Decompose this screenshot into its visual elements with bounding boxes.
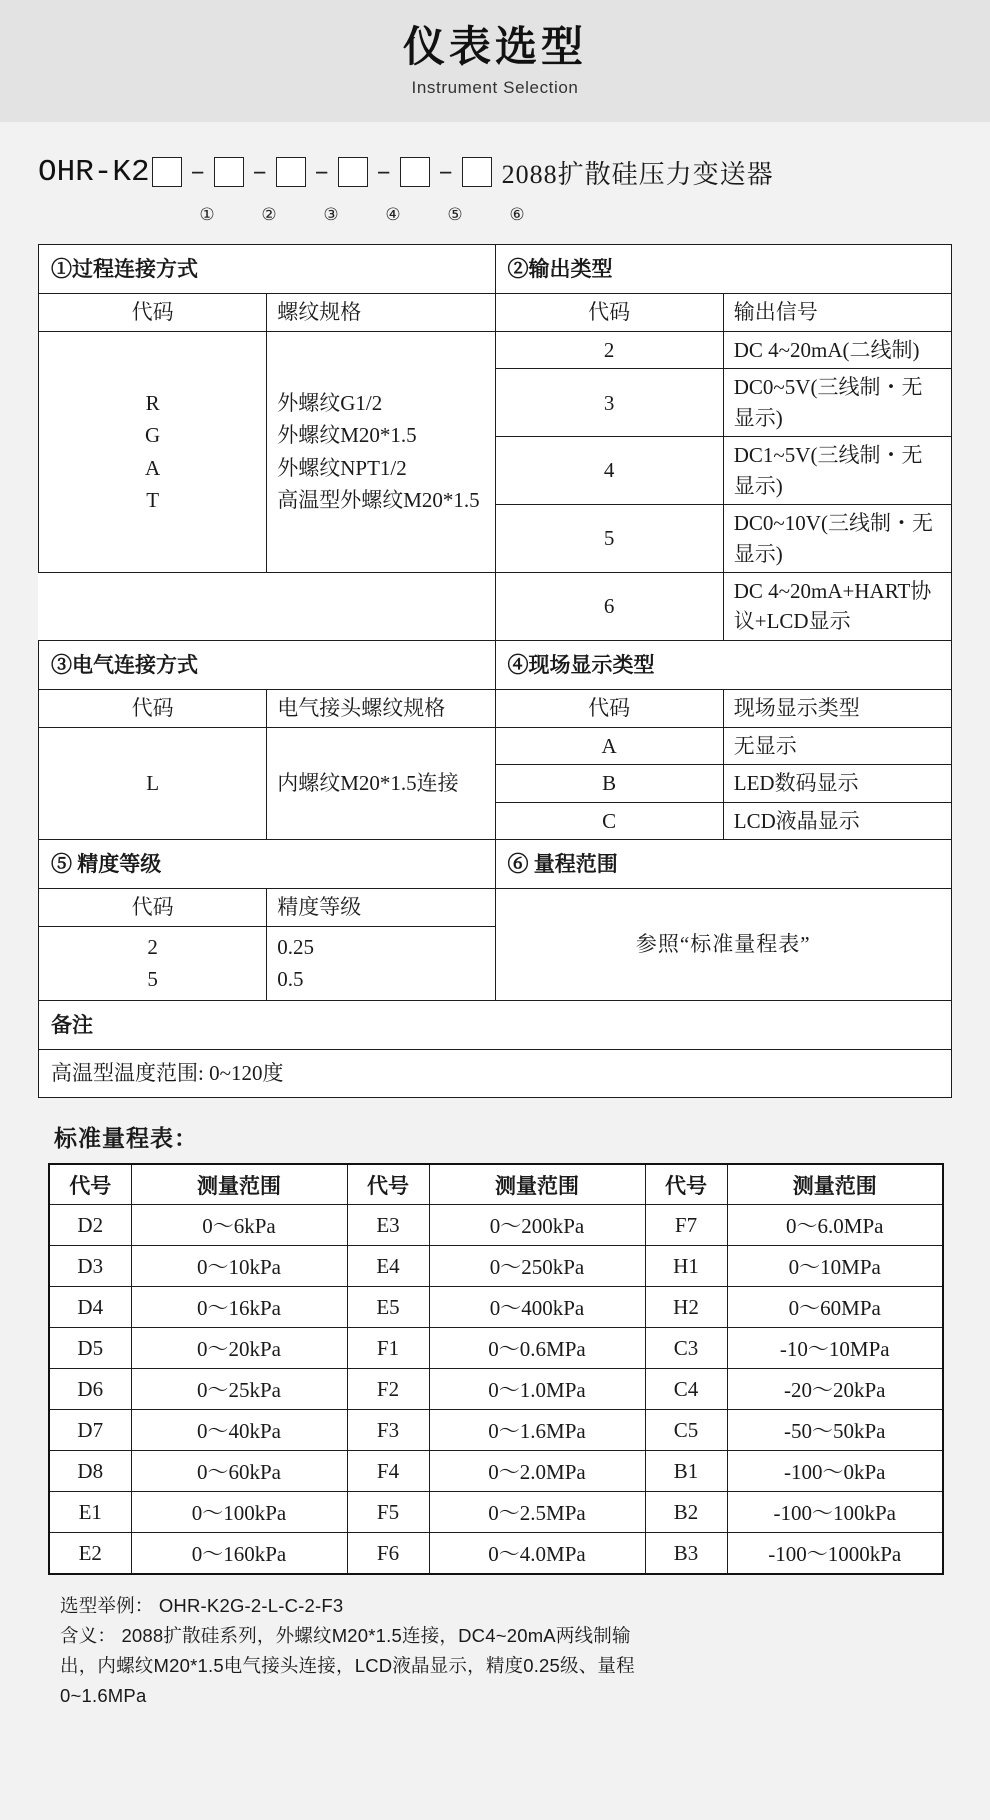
spec-column-header-row-2 bbox=[39, 690, 952, 727]
std-r3-c4: C3 bbox=[645, 1328, 727, 1369]
table-row bbox=[49, 1533, 943, 1574]
std-r3-c3: 0～0.6MPa bbox=[429, 1328, 645, 1369]
s4-desc-2: LCD液晶显示 bbox=[723, 802, 951, 839]
s3-code-0: L bbox=[39, 727, 267, 839]
s2-desc-3: DC0~10V(三线制・无显示) bbox=[723, 505, 951, 573]
s4-desc-1: LED数码显示 bbox=[723, 765, 951, 802]
section-4-title: ④现场显示类型 bbox=[495, 640, 952, 689]
table-row bbox=[49, 1328, 943, 1369]
marker-5: ⑤ bbox=[447, 205, 463, 224]
std-r5-c0: D7 bbox=[49, 1410, 131, 1451]
std-r0-c0: D2 bbox=[49, 1205, 131, 1246]
s2-code-0: 2 bbox=[495, 331, 723, 368]
std-r8-c3: 0～4.0MPa bbox=[429, 1533, 645, 1574]
std-r5-c4: C5 bbox=[645, 1410, 727, 1451]
std-r0-c5: 0～6.0MPa bbox=[727, 1205, 943, 1246]
section-5-title: ⑤ 精度等级 bbox=[39, 840, 496, 889]
table-row bbox=[49, 1451, 943, 1492]
std-header-2: 代号 bbox=[347, 1164, 429, 1205]
spec-section-header-row-2 bbox=[39, 640, 952, 689]
std-header-0: 代号 bbox=[49, 1164, 131, 1205]
table-row bbox=[39, 727, 952, 764]
std-r7-c5: -100～100kPa bbox=[727, 1492, 943, 1533]
std-r0-c4: F7 bbox=[645, 1205, 727, 1246]
code-box-4[interactable] bbox=[338, 157, 368, 187]
std-r2-c0: D4 bbox=[49, 1287, 131, 1328]
note-line-2: 含义： 2088扩散硅系列，外螺纹M20*1.5连接，DC4~20mA两线制输 bbox=[60, 1624, 631, 1646]
section-3-col-code: 代码 bbox=[39, 690, 267, 727]
std-r6-c0: D8 bbox=[49, 1451, 131, 1492]
model-prefix: OHR-K2 bbox=[38, 154, 150, 190]
std-r7-c1: 0～100kPa bbox=[131, 1492, 347, 1533]
code-box-6[interactable] bbox=[462, 157, 492, 187]
code-box-1[interactable] bbox=[152, 157, 182, 187]
page-subtitle: Instrument Selection bbox=[411, 78, 579, 98]
s5-code-0: 2 bbox=[147, 934, 158, 959]
note-line-3: 出，内螺纹M20*1.5电气接头连接，LCD液晶显示，精度0.25级、量程 bbox=[60, 1654, 635, 1676]
section-5-descs bbox=[267, 926, 495, 1000]
std-r0-c3: 0～200kPa bbox=[429, 1205, 645, 1246]
remark-body: 高温型温度范围: 0~120度 bbox=[39, 1050, 952, 1097]
std-r1-c5: 0～10MPa bbox=[727, 1246, 943, 1287]
std-r3-c5: -10～10MPa bbox=[727, 1328, 943, 1369]
section-1-descs bbox=[267, 331, 495, 572]
std-r5-c3: 0～1.6MPa bbox=[429, 1410, 645, 1451]
std-r1-c1: 0～10kPa bbox=[131, 1246, 347, 1287]
s5-code-1: 5 bbox=[147, 967, 158, 992]
s2-code-3: 5 bbox=[495, 505, 723, 573]
std-r1-c3: 0～250kPa bbox=[429, 1246, 645, 1287]
s1-desc-1: 外螺纹M20*1.5 bbox=[277, 423, 417, 448]
dash-3: – bbox=[313, 157, 330, 187]
s1-desc-0: 外螺纹G1/2 bbox=[277, 390, 383, 415]
std-r1-c2: E4 bbox=[347, 1246, 429, 1287]
s4-code-2: C bbox=[495, 802, 723, 839]
model-code-area bbox=[0, 122, 990, 230]
specification-table bbox=[38, 244, 952, 1098]
model-suffix: 2088扩散硅压力变送器 bbox=[501, 159, 774, 189]
table-row bbox=[39, 331, 952, 368]
marker-6: ⑥ bbox=[509, 205, 525, 224]
s1-code-2: A bbox=[145, 455, 161, 480]
section-2-col-code: 代码 bbox=[495, 294, 723, 331]
s5-desc-0: 0.25 bbox=[277, 934, 314, 959]
std-r8-c2: F6 bbox=[347, 1533, 429, 1574]
s1-code-3: T bbox=[146, 488, 160, 513]
std-r5-c2: F3 bbox=[347, 1410, 429, 1451]
std-header-1: 测量范围 bbox=[131, 1164, 347, 1205]
s3-desc-0: 内螺纹M20*1.5连接 bbox=[267, 727, 495, 839]
s2-desc-1: DC0~5V(三线制・无显示) bbox=[723, 369, 951, 437]
remark-body-row bbox=[39, 1050, 952, 1097]
s2-code-2: 4 bbox=[495, 437, 723, 505]
std-r4-c5: -20～20kPa bbox=[727, 1369, 943, 1410]
code-box-3[interactable] bbox=[276, 157, 306, 187]
std-r8-c4: B3 bbox=[645, 1533, 727, 1574]
s2-desc-0: DC 4~20mA(二线制) bbox=[723, 331, 951, 368]
section-2-title: ②输出类型 bbox=[495, 245, 952, 294]
spec-section-header-row-3 bbox=[39, 840, 952, 889]
table-row bbox=[49, 1246, 943, 1287]
std-r0-c1: 0～6kPa bbox=[131, 1205, 347, 1246]
section-4-col-code: 代码 bbox=[495, 690, 723, 727]
spec-section-header-row-1 bbox=[39, 245, 952, 294]
s2-desc-2: DC1~5V(三线制・无显示) bbox=[723, 437, 951, 505]
std-r1-c4: H1 bbox=[645, 1246, 727, 1287]
page-title: 仪表选型 bbox=[402, 24, 587, 71]
code-box-2[interactable] bbox=[214, 157, 244, 187]
s2-desc-4: DC 4~20mA+HART协议+LCD显示 bbox=[723, 572, 951, 640]
s1-code-0: R bbox=[145, 390, 160, 415]
section-5-col-code: 代码 bbox=[39, 889, 267, 926]
std-header-5: 测量范围 bbox=[727, 1164, 943, 1205]
standard-range-table bbox=[48, 1163, 944, 1575]
table-row bbox=[49, 1369, 943, 1410]
s2-code-1: 3 bbox=[495, 369, 723, 437]
remark-title: 备注 bbox=[39, 1000, 952, 1049]
marker-2: ② bbox=[261, 205, 277, 224]
table-row bbox=[49, 1492, 943, 1533]
spec-column-header-row-3 bbox=[39, 889, 952, 926]
section-3-col-desc: 电气接头螺纹规格 bbox=[267, 690, 495, 727]
dash-2: – bbox=[251, 157, 268, 187]
section-2-col-desc: 输出信号 bbox=[723, 294, 951, 331]
section-5-codes bbox=[39, 926, 267, 1000]
marker-4: ④ bbox=[385, 205, 401, 224]
section-6-body: 参照“标准量程表” bbox=[495, 889, 952, 1001]
model-marker-row bbox=[0, 200, 990, 230]
standard-range-table-wrap bbox=[0, 1163, 990, 1575]
dash-1: – bbox=[189, 157, 206, 187]
page-header bbox=[0, 0, 990, 122]
section-5-col-desc: 精度等级 bbox=[267, 889, 495, 926]
std-r6-c5: -100～0kPa bbox=[727, 1451, 943, 1492]
table-row bbox=[39, 572, 952, 640]
std-r3-c1: 0～20kPa bbox=[131, 1328, 347, 1369]
std-r2-c1: 0～16kPa bbox=[131, 1287, 347, 1328]
selection-example-notes bbox=[0, 1575, 990, 1711]
model-code-line bbox=[0, 148, 990, 196]
std-r7-c4: B2 bbox=[645, 1492, 727, 1533]
s5-desc-1: 0.5 bbox=[277, 967, 304, 992]
std-r2-c2: E5 bbox=[347, 1287, 429, 1328]
std-header-row bbox=[49, 1164, 943, 1205]
std-r3-c2: F1 bbox=[347, 1328, 429, 1369]
std-r3-c0: D5 bbox=[49, 1328, 131, 1369]
s4-desc-0: 无显示 bbox=[723, 727, 951, 764]
std-r7-c3: 0～2.5MPa bbox=[429, 1492, 645, 1533]
dash-5: – bbox=[437, 157, 454, 187]
table-row bbox=[49, 1287, 943, 1328]
s1-code-1: G bbox=[145, 423, 161, 448]
table-row bbox=[49, 1410, 943, 1451]
std-r4-c1: 0～25kPa bbox=[131, 1369, 347, 1410]
std-r8-c1: 0～160kPa bbox=[131, 1533, 347, 1574]
std-r2-c4: H2 bbox=[645, 1287, 727, 1328]
std-r5-c5: -50～50kPa bbox=[727, 1410, 943, 1451]
section-1-col-desc: 螺纹规格 bbox=[267, 294, 495, 331]
std-r4-c2: F2 bbox=[347, 1369, 429, 1410]
s1-desc-3: 高温型外螺纹M20*1.5 bbox=[277, 488, 480, 513]
std-r8-c5: -100～1000kPa bbox=[727, 1533, 943, 1574]
std-r0-c2: E3 bbox=[347, 1205, 429, 1246]
std-r7-c0: E1 bbox=[49, 1492, 131, 1533]
std-r1-c0: D3 bbox=[49, 1246, 131, 1287]
section-4-col-desc: 现场显示类型 bbox=[723, 690, 951, 727]
std-r8-c0: E2 bbox=[49, 1533, 131, 1574]
section-1-col-code: 代码 bbox=[39, 294, 267, 331]
section-3-title: ③电气连接方式 bbox=[39, 640, 496, 689]
std-r2-c3: 0～400kPa bbox=[429, 1287, 645, 1328]
note-line-4: 0~1.6MPa bbox=[60, 1684, 147, 1706]
std-r4-c0: D6 bbox=[49, 1369, 131, 1410]
section-1-codes bbox=[39, 331, 267, 572]
std-r6-c1: 0～60kPa bbox=[131, 1451, 347, 1492]
remark-header-row bbox=[39, 1000, 952, 1049]
std-r4-c4: C4 bbox=[645, 1369, 727, 1410]
std-r6-c2: F4 bbox=[347, 1451, 429, 1492]
spec-column-header-row-1 bbox=[39, 294, 952, 331]
std-r5-c1: 0～40kPa bbox=[131, 1410, 347, 1451]
specification-table-wrap bbox=[0, 230, 990, 1098]
dash-4: – bbox=[375, 157, 392, 187]
table-row bbox=[49, 1205, 943, 1246]
s4-code-0: A bbox=[495, 727, 723, 764]
s1-desc-2: 外螺纹NPT1/2 bbox=[277, 455, 407, 480]
std-r7-c2: F5 bbox=[347, 1492, 429, 1533]
std-r6-c3: 0～2.0MPa bbox=[429, 1451, 645, 1492]
std-r6-c4: B1 bbox=[645, 1451, 727, 1492]
marker-1: ① bbox=[199, 205, 215, 224]
std-header-3: 测量范围 bbox=[429, 1164, 645, 1205]
std-r4-c3: 0～1.0MPa bbox=[429, 1369, 645, 1410]
section-6-title: ⑥ 量程范围 bbox=[495, 840, 952, 889]
std-r2-c5: 0～60MPa bbox=[727, 1287, 943, 1328]
s4-code-1: B bbox=[495, 765, 723, 802]
code-box-5[interactable] bbox=[400, 157, 430, 187]
std-header-4: 代号 bbox=[645, 1164, 727, 1205]
note-line-1: 选型举例： OHR-K2G-2-L-C-2-F3 bbox=[60, 1594, 344, 1616]
s2-code-4: 6 bbox=[495, 572, 723, 640]
section-1-title: ①过程连接方式 bbox=[39, 245, 496, 294]
standard-range-title: 标准量程表： bbox=[54, 1125, 198, 1151]
marker-3: ③ bbox=[323, 205, 339, 224]
